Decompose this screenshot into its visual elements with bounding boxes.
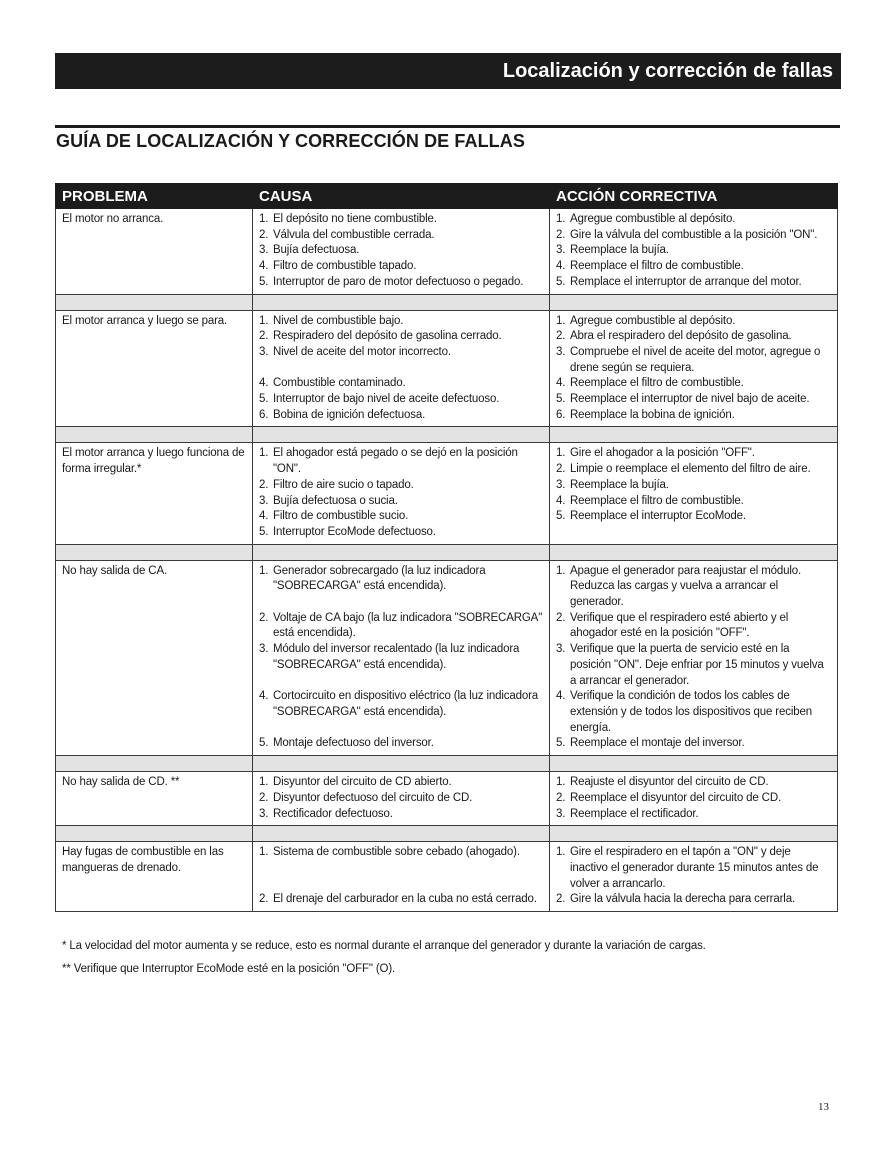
spacer-row [56, 294, 838, 310]
page-number: 13 [818, 1101, 829, 1113]
action-item: 3. Reemplace el rectificador. [556, 807, 699, 820]
cause-item: 6. Bobina de ignición defectuosa. [259, 408, 426, 421]
column-header-problem: PROBLEMA [56, 184, 253, 209]
action-item: 1. Gire el respiradero en el tapón a "ON" y deje inactivo el generador durante 15 minutos antes de volver a arrancarlo. [556, 846, 819, 890]
action-item: 3. Reemplace la bujía. [556, 244, 669, 257]
cause-item: 4. Filtro de combustible sucio. [259, 510, 409, 523]
cause-cell [253, 842, 550, 912]
cause-item: 5. Interruptor EcoMode defectuoso. [259, 525, 436, 538]
action-item: 4. Verifique la condición de todos los cables de extensión y de todos los dispositivos que reciben energía. [556, 690, 812, 734]
cause-item: 2. Válvula del combustible cerrada. [259, 228, 435, 241]
action-item: 4. Reemplace el filtro de combustible. [556, 260, 744, 273]
action-item: 1. Agregue combustible al depósito. [556, 213, 736, 225]
action-item: 4. Reemplace el filtro de combustible. [556, 377, 744, 390]
action-item: 2. Verifique que el respiradero esté abierto y el ahogador esté en la posición "OFF". [556, 611, 789, 640]
cause-item: 3. Bujía defectuosa. [259, 244, 360, 257]
action-item: 3. Verifique que la puerta de servicio esté en la posición "ON". Deje enfriar por 15 minutos y vuelva a arrancar el generador. [556, 643, 824, 687]
action-item: 1. Gire el ahogador a la posición "OFF". [556, 447, 755, 460]
action-item: 6. Reemplace la bobina de ignición. [556, 408, 735, 421]
problem-cell: No hay salida de CD. ** [56, 772, 253, 826]
cause-item: 1. Nivel de combustible bajo. [259, 314, 404, 327]
section-header-title: Localización y corrección de fallas [502, 59, 833, 82]
action-item: 5. Remplace el interruptor de arranque del motor. [556, 275, 802, 288]
action-cell [550, 772, 838, 826]
table-header-row [56, 184, 838, 209]
column-header-cause: CAUSA [253, 184, 550, 209]
action-cell [550, 443, 838, 544]
action-item: 1. Agregue combustible al depósito. [556, 314, 736, 327]
cause-cell [253, 443, 550, 544]
problem-cell: El motor no arranca. [56, 209, 253, 295]
footnote-ecomode: ** Verifique que Interruptor EcoMode esté en la posición "OFF" (O). [62, 963, 396, 975]
table-row [56, 772, 838, 826]
cause-item: 5. Interruptor de bajo nivel de aceite defectuoso. [259, 393, 500, 406]
action-cell [550, 842, 838, 912]
cause-item: 4. Filtro de combustible tapado. [259, 260, 417, 273]
cause-item: 1. Sistema de combustible sobre cebado (ahogado). [259, 846, 520, 859]
table-row [56, 443, 838, 544]
action-item: 2. Gire la válvula del combustible a la posición "ON". [556, 228, 818, 241]
action-item: 1. Reajuste el disyuntor del circuito de CD. [556, 776, 769, 789]
problem-cell: El motor arranca y luego funciona de forma irregular.* [56, 443, 253, 544]
cause-item: 3. Bujía defectuosa o sucia. [259, 494, 398, 507]
cause-item: 2. Respiradero del depósito de gasolina cerrado. [259, 330, 502, 343]
action-item: 1. Apague el generador para reajustar el módulo. Reduzca las cargas y vuelva a arrancar el generador. [556, 564, 802, 609]
cause-item: 1. El depósito no tiene combustible. [259, 213, 437, 225]
action-item: 2. Abra el respiradero del depósito de gasolina. [556, 330, 792, 343]
cause-cell [253, 560, 550, 755]
action-item: 4. Reemplace el filtro de combustible. [556, 494, 744, 507]
cause-item: 4. Cortocircuito en dispositivo eléctrico (la luz indicadora "SOBRECARGA" está encendida). [259, 690, 539, 718]
section-header-bar [55, 53, 841, 89]
cause-item: 5. Montaje defectuoso del inversor. [259, 737, 434, 750]
cause-item: 3. Rectificador defectuoso. [259, 807, 393, 820]
action-item: 3. Compruebe el nivel de aceite del motor, agregue o drene según se requiera. [556, 345, 821, 374]
action-item: 5. Reemplace el interruptor de nivel bajo de aceite. [556, 393, 810, 406]
table-row [56, 560, 838, 755]
cause-item: 1. Generador sobrecargado (la luz indicadora "SOBRECARGA" está encendida). [259, 564, 486, 593]
spacer-row [56, 756, 838, 772]
problem-cell: No hay salida de CA. [56, 560, 253, 755]
cause-item: 3. Nivel de aceite del motor incorrecto. [259, 345, 451, 358]
column-header-action: ACCIÓN CORRECTIVA [550, 184, 838, 209]
cause-item: 2. El drenaje del carburador en la cuba no está cerrado. [259, 893, 537, 906]
table-row [56, 842, 838, 912]
cause-cell [253, 772, 550, 826]
table-row [56, 209, 838, 295]
problem-cell: Hay fugas de combustible en las mangueras de drenado. [56, 842, 253, 912]
cause-item: 2. Filtro de aire sucio o tapado. [259, 478, 414, 491]
troubleshooting-table [55, 183, 838, 912]
cause-cell [253, 310, 550, 427]
cause-item: 3. Módulo del inversor recalentado (la luz indicadora "SOBRECARGA" está encendida). [259, 643, 520, 671]
cause-item: 2. Disyuntor defectuoso del circuito de CD. [259, 791, 473, 804]
spacer-row [56, 544, 838, 560]
action-item: 5. Reemplace el interruptor EcoMode. [556, 510, 746, 523]
action-item: 5. Reemplace el montaje del inversor. [556, 737, 745, 750]
title-rule [55, 125, 840, 128]
cause-cell [253, 209, 550, 295]
table-row [56, 310, 838, 427]
action-item: 3. Reemplace la bujía. [556, 478, 669, 491]
footnote-speed: * La velocidad del motor aumenta y se reduce, esto es normal durante el arranque del generador y durante la variación de cargas. [62, 940, 706, 952]
page-title: GUÍA DE LOCALIZACIÓN Y CORRECCIÓN DE FALLAS [56, 131, 525, 151]
action-cell [550, 560, 838, 755]
spacer-row [56, 826, 838, 842]
action-item: 2. Gire la válvula hacia la derecha para cerrarla. [556, 893, 795, 906]
cause-item: 1. El ahogador está pegado o se dejó en la posición "ON". [259, 447, 518, 476]
problem-cell: El motor arranca y luego se para. [56, 310, 253, 427]
spacer-row [56, 427, 838, 443]
action-item: 2. Reemplace el disyuntor del circuito de CD. [556, 791, 782, 804]
cause-item: 4. Combustible contaminado. [259, 377, 406, 390]
action-item: 2. Limpie o reemplace el elemento del filtro de aire. [556, 463, 811, 476]
action-cell [550, 310, 838, 427]
action-cell [550, 209, 838, 295]
cause-item: 5. Interruptor de paro de motor defectuoso o pegado. [259, 275, 524, 288]
cause-item: 1. Disyuntor del circuito de CD abierto. [259, 776, 452, 789]
cause-item: 2. Voltaje de CA bajo (la luz indicadora "SOBRECARGA" está encendida). [259, 611, 543, 640]
